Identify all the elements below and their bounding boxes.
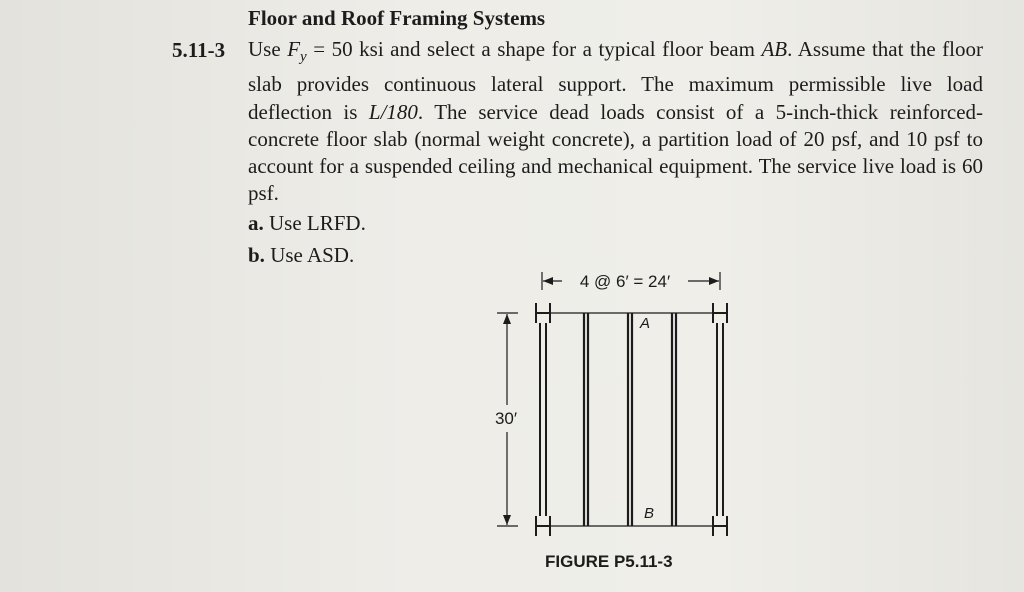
spacing-dimension-label: 4 @ 6′ = 24′ (579, 272, 671, 291)
left-girder (540, 323, 546, 516)
section-title: Floor and Roof Framing Systems (248, 6, 546, 30)
vdim-arrow-bottom (503, 515, 511, 525)
part-a-label: a. (248, 211, 264, 235)
column-bottom-right (713, 516, 727, 536)
floor-beam-3 (672, 313, 676, 526)
vdim-arrow-top (503, 314, 511, 324)
part-b-text: Use ASD. (270, 243, 355, 267)
column-bottom-left (536, 516, 550, 536)
floor-beam-1 (584, 313, 588, 526)
problem-text-4: . The service dead loads consist of a 5-inch-thick reinforced-concrete floor slab (normal weight concrete), a partition load of 20 psf, and 10 psf to account for a suspended ceiling and mechanical equipment. The service live load is 60 psf. (248, 99, 984, 206)
floor-beam-ab (628, 313, 632, 526)
deflection-limit: L/180 (368, 99, 418, 124)
column-top-left (536, 303, 550, 323)
problem-text-2: = 50 ksi and select a shape for a typical floor beam (306, 37, 762, 61)
fy-symbol: $F_y$ (287, 37, 307, 66)
point-a-label: A (639, 315, 651, 332)
beam-ab: AB (761, 37, 788, 61)
part-b-label: b. (248, 243, 265, 267)
point-b-label: B (643, 505, 655, 522)
problem-text-1: Use (248, 37, 288, 61)
right-girder (717, 323, 723, 516)
problem-number: 5.11-3 (172, 38, 226, 62)
column-top-right (713, 303, 727, 323)
part-a-text: Use LRFD. (269, 211, 366, 235)
dim-arrow-left (543, 277, 553, 285)
span-dimension-label: 30′ (494, 409, 518, 428)
dim-arrow-right (709, 277, 719, 285)
problem-text-3: . Assume that the floor slab provides continuous lateral support. The maximum permissible live load deflection is (248, 37, 983, 124)
figure-caption: FIGURE P5.11-3 (545, 552, 673, 571)
